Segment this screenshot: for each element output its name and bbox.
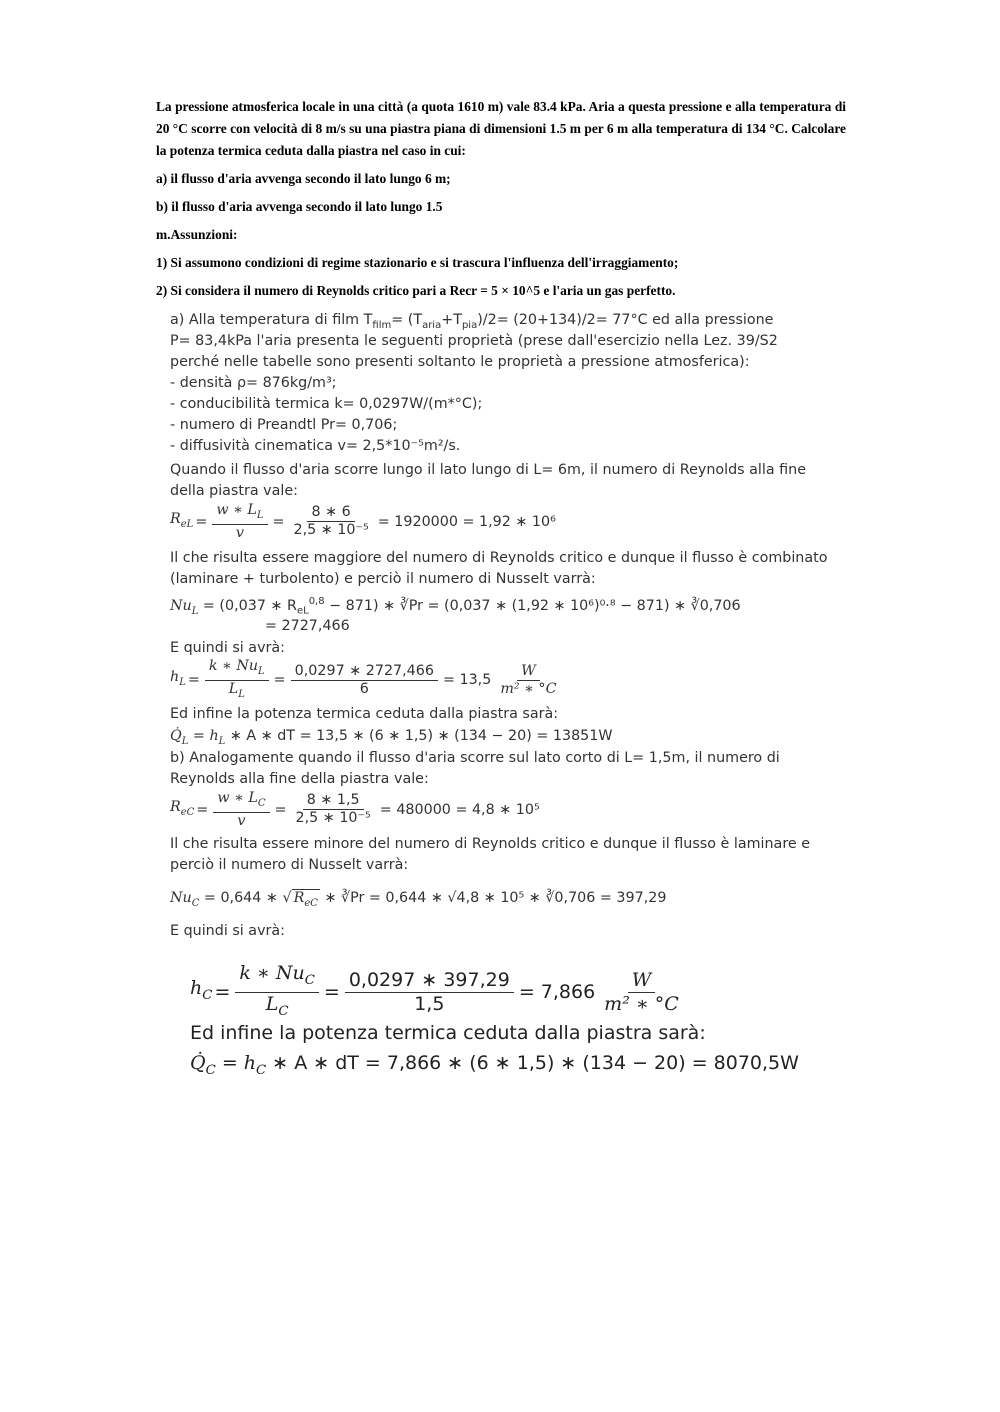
problem-statement xyxy=(156,96,846,302)
property-diffusivity: - diffusività cinematica v= 2,5*10⁻⁵m²/s. xyxy=(170,438,461,454)
heat-power-long: $Q̇_L = h_L$ ∗ A ∗ dT = 13,5 ∗ (6 ∗ 1,5) ∗ (134 − 20) = 13851W xyxy=(170,728,613,747)
nusselt-long-equation: $Nu_L = (0,037$ ∗ $R_{eL}^{0,8} - 871$) ∗ ∛Pr = (0,037 ∗ (1,92 ∗ 10⁶)⁰·⁸ − 871) ∗ ∛0,706 xyxy=(170,596,741,617)
property-density: - densità ρ= 876kg/m³; xyxy=(170,375,337,391)
solution-b-line-2: Reynolds alla fine della piastra vale: xyxy=(170,771,429,787)
finally-1: Ed infine la potenza termica ceduta dalla piastra sarà: xyxy=(170,706,559,722)
reynolds-long-equation: $R_{eL}$ = $\frac{w ∗ L_L}{v}$ = $\frac{8 ∗ 6}{\text{2,5 ∗ 10⁻⁵}}$ = 1920000 = 1,92 ∗ 10⁶ xyxy=(170,502,556,541)
long-side-intro-2: della piastra vale: xyxy=(170,483,298,499)
assumption-1: 1) Si assumono condizioni di regime stazionario e si trascura l'influenza dell'irraggiamento; xyxy=(156,255,679,270)
assumptions-title: m.Assunzioni: xyxy=(156,227,238,242)
combined-flow-2: (laminare + turbolento) e perciò il numero di Nusselt varrà: xyxy=(170,571,596,587)
problem-item-a: a) il flusso d'aria avvenga secondo il lato lungo 6 m; xyxy=(156,171,451,186)
problem-item-b: b) il flusso d'aria avvenga secondo il lato lungo 1.5 xyxy=(156,199,443,214)
heat-power-short: $Q̇_C = h_C$ ∗ A ∗ dT = 7,866 ∗ (6 ∗ 1,5) ∗ (134 − 20) = 8070,5W xyxy=(190,1052,799,1078)
finally-2: Ed infine la potenza termica ceduta dalla piastra sarà: xyxy=(190,1022,706,1044)
nusselt-short-equation: $Nu_C = 0,644$ ∗ √ $R_{eC}$ ∗ ∛Pr = 0,644 ∗ √4,8 ∗ 10⁵ ∗ ∛0,706 = 397,29 xyxy=(170,890,667,909)
nusselt-long-result: = 2727,466 xyxy=(265,618,350,634)
h-long-equation: $h_L$ = $\frac{k ∗ Nu_L}{L_L}$ = $\frac{0,0297 ∗ 2727,466}{6}$ = 13,5 $\frac{W}{\text{m² ∗ °C}}$ xyxy=(170,658,557,700)
solution-a-line-1: a) Alla temperatura di film $T_{film}= (T_{aria}+T_{pia})/2= (20+134)/2= 77^\circ C$ ed alla pressione xyxy=(170,312,774,331)
assumption-2: 2) Si considera il numero di Reynolds critico pari a Recr = 5 × 10^5 e l'aria un gas perfetto. xyxy=(156,283,676,298)
hence-1: E quindi si avrà: xyxy=(170,640,285,656)
property-prandtl: - numero di Preandtl Pr= 0,706; xyxy=(170,417,398,433)
combined-flow-1: Il che risulta essere maggiore del numero di Reynolds critico e dunque il flusso è combinato xyxy=(170,550,828,566)
reynolds-short-equation: $R_{eC}$ = $\frac{w ∗ L_C}{v}$ = $\frac{8 ∗ 1,5}{\text{2,5 ∗ 10⁻⁵}}$ = 480000 = 4,8 ∗ 10⁵ xyxy=(170,790,540,829)
solution-a-line-3: perché nelle tabelle sono presenti soltanto le proprietà a pressione atmosferica): xyxy=(170,354,750,370)
solution-b-line-1: b) Analogamente quando il flusso d'aria scorre sul lato corto di L= 1,5m, il numero di xyxy=(170,750,780,766)
h-short-equation: $h_C$ = $\frac{k ∗ Nu_C}{L_C}$ = $\frac{0,0297 ∗ 397,29}{1,5}$ = 7,866 $\frac{W}{\text{m² ∗ °C}}$ xyxy=(190,962,679,1019)
long-side-intro-1: Quando il flusso d'aria scorre lungo il lato lungo di L= 6m, il numero di Reynolds alla fine xyxy=(170,462,807,478)
problem-intro: La pressione atmosferica locale in una città (a quota 1610 m) vale 83.4 kPa. Aria a questa pressione e alla temperatura di 20 °C scorre con velocità di 8 m/s su una piastra piana di dimensioni 1.5 m per 6 m alla temperatura di 134 °C. Calcolare la potenza termica ceduta dalla piastra nel caso in cui: xyxy=(156,99,846,158)
property-conductivity: - conducibilità termica k= 0,0297W/(m*°C); xyxy=(170,396,483,412)
hence-2: E quindi si avrà: xyxy=(170,923,285,939)
laminar-flow-1: Il che risulta essere minore del numero di Reynolds critico e dunque il flusso è laminare e xyxy=(170,836,811,852)
laminar-flow-2: perciò il numero di Nusselt varrà: xyxy=(170,857,409,873)
solution-a-line-2: P= 83,4kPa l'aria presenta le seguenti proprietà (prese dall'esercizio nella Lez. 39/S2 xyxy=(170,333,778,349)
